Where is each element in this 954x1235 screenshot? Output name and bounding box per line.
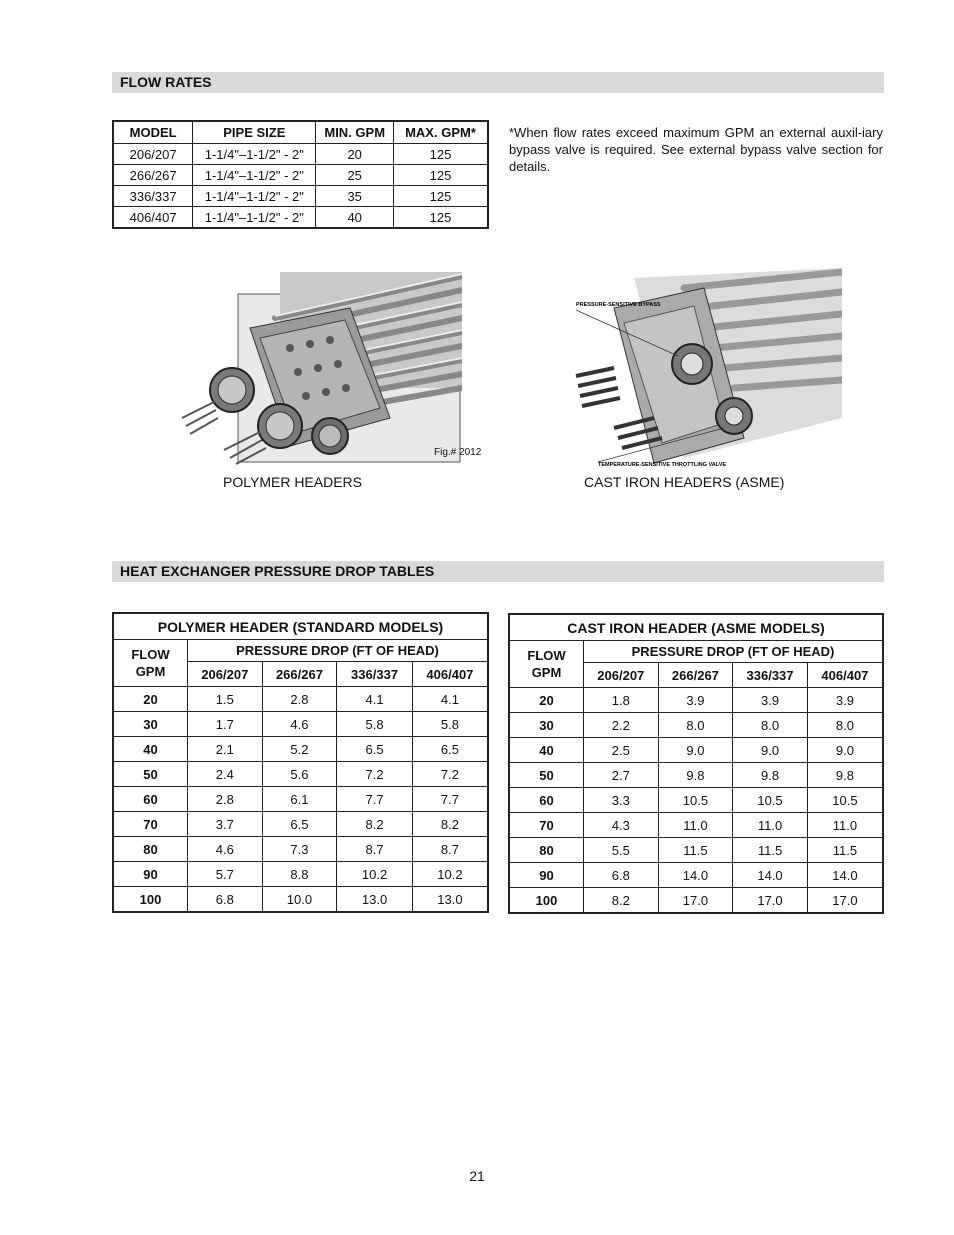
- table-cell: 4.3: [584, 813, 659, 838]
- table-cell: 336/337: [113, 186, 193, 207]
- table-cell: 11.5: [807, 838, 883, 863]
- table-cell: 50: [113, 762, 188, 787]
- table-cell: 50: [509, 763, 584, 788]
- table-cell: 125: [393, 165, 488, 186]
- table-cell: 8.2: [337, 812, 413, 837]
- table-row: [113, 887, 488, 913]
- column-header: PIPE SIZE: [193, 121, 316, 144]
- table-cell: 9.8: [807, 763, 883, 788]
- table-cell: 30: [113, 712, 188, 737]
- table-cell: 4.6: [262, 712, 337, 737]
- flow-rates-header-row: [113, 121, 488, 144]
- cast-iron-pressure-drop-table: [508, 613, 884, 914]
- table-cell: 80: [509, 838, 584, 863]
- table-cell: 17.0: [658, 888, 733, 914]
- column-header: MODEL: [113, 121, 193, 144]
- table-cell: 266/267: [113, 165, 193, 186]
- table-cell: 7.2: [412, 762, 488, 787]
- table-cell: 13.0: [412, 887, 488, 913]
- table-cell: 3.3: [584, 788, 659, 813]
- table-cell: 2.2: [584, 713, 659, 738]
- table-cell: 9.0: [733, 738, 808, 763]
- bypass-note: *When flow rates exceed maximum GPM an external auxil-iary bypass valve is required. See external bypass valve section for details.: [509, 125, 883, 174]
- table-cell: 100: [113, 887, 188, 913]
- table-cell: 1-1/4"–1-1/2" - 2": [193, 144, 316, 165]
- cast-iron-headers-caption: CAST IRON HEADERS (ASME): [584, 474, 785, 490]
- table-cell: 80: [113, 837, 188, 862]
- table-cell: 2.5: [584, 738, 659, 763]
- table-cell: 17.0: [733, 888, 808, 914]
- table-cell: 10.2: [412, 862, 488, 887]
- table-cell: 8.7: [337, 837, 413, 862]
- table-cell: 7.2: [337, 762, 413, 787]
- column-header: 266/267: [262, 662, 337, 687]
- flow-rates-table: [112, 120, 489, 229]
- table-cell: 40: [113, 737, 188, 762]
- column-header: 336/337: [733, 663, 808, 688]
- table-cell: 7.7: [412, 787, 488, 812]
- table-cell: 40: [316, 207, 394, 229]
- flow-gpm-header: [509, 641, 584, 688]
- table-row: [509, 688, 883, 713]
- table-cell: 100: [509, 888, 584, 914]
- table-cell: 406/407: [113, 207, 193, 229]
- table-cell: 8.7: [412, 837, 488, 862]
- pressure-drop-subheader: PRESSURE DROP (FT OF HEAD): [584, 641, 884, 663]
- column-header: 266/267: [658, 663, 733, 688]
- column-header: 336/337: [337, 662, 413, 687]
- table-cell: 14.0: [658, 863, 733, 888]
- column-header: 206/207: [188, 662, 263, 687]
- table-row: [113, 207, 488, 229]
- table-cell: 3.9: [658, 688, 733, 713]
- table-title: CAST IRON HEADER (ASME MODELS): [509, 614, 883, 641]
- table-title: POLYMER HEADER (STANDARD MODELS): [113, 613, 488, 640]
- table-cell: 6.5: [337, 737, 413, 762]
- table-cell: 125: [393, 144, 488, 165]
- table-cell: 11.0: [807, 813, 883, 838]
- table-cell: 9.8: [733, 763, 808, 788]
- table-cell: 60: [509, 788, 584, 813]
- table-row: [509, 888, 883, 914]
- table-row: [113, 186, 488, 207]
- table-cell: 5.2: [262, 737, 337, 762]
- table-cell: 7.7: [337, 787, 413, 812]
- table-cell: 14.0: [733, 863, 808, 888]
- table-cell: 20: [113, 687, 188, 712]
- table-cell: 8.0: [733, 713, 808, 738]
- table-cell: 60: [113, 787, 188, 812]
- table-cell: 8.8: [262, 862, 337, 887]
- throttling-valve-label: TEMPERATURE-SENSITIVE THROTTLING VALVE: [598, 462, 727, 468]
- table-cell: 14.0: [807, 863, 883, 888]
- table-cell: 2.7: [584, 763, 659, 788]
- table-cell: 125: [393, 207, 488, 229]
- table-row: [113, 812, 488, 837]
- pressure-drop-subheader: PRESSURE DROP (FT OF HEAD): [188, 640, 489, 662]
- table-cell: 206/207: [113, 144, 193, 165]
- table-row: [113, 837, 488, 862]
- cast-iron-headers-figure: [574, 268, 842, 468]
- table-cell: 8.2: [412, 812, 488, 837]
- table-row: [113, 737, 488, 762]
- gpm-label: GPM: [531, 665, 562, 680]
- table-cell: 8.2: [584, 888, 659, 914]
- table-cell: 2.1: [188, 737, 263, 762]
- table-row: [113, 165, 488, 186]
- gpm-label: GPM: [135, 664, 166, 679]
- table-cell: 125: [393, 186, 488, 207]
- table-cell: 1.8: [584, 688, 659, 713]
- table-cell: 40: [509, 738, 584, 763]
- flow-rates-heading: FLOW RATES: [112, 72, 884, 93]
- table-cell: 8.0: [807, 713, 883, 738]
- table-cell: 11.5: [733, 838, 808, 863]
- table-cell: 70: [113, 812, 188, 837]
- table-cell: 5.8: [412, 712, 488, 737]
- table-cell: 1.5: [188, 687, 263, 712]
- table-cell: 11.5: [658, 838, 733, 863]
- table-cell: 9.8: [658, 763, 733, 788]
- flow-label: FLOW: [131, 647, 170, 662]
- table-row: [509, 813, 883, 838]
- column-header: 206/207: [584, 663, 659, 688]
- table-cell: 35: [316, 186, 394, 207]
- table-cell: 2.4: [188, 762, 263, 787]
- table-cell: 6.5: [412, 737, 488, 762]
- table-cell: 4.6: [188, 837, 263, 862]
- table-row: [113, 687, 488, 712]
- column-header: 406/407: [807, 663, 883, 688]
- table-cell: 4.1: [412, 687, 488, 712]
- table-cell: 11.0: [733, 813, 808, 838]
- table-row: [113, 144, 488, 165]
- table-cell: 7.3: [262, 837, 337, 862]
- figure-number: Fig.# 2012: [434, 447, 482, 458]
- table-cell: 20: [509, 688, 584, 713]
- table-cell: 8.0: [658, 713, 733, 738]
- table-cell: 9.0: [807, 738, 883, 763]
- table-cell: 17.0: [807, 888, 883, 914]
- table-row: [509, 788, 883, 813]
- table-cell: 10.5: [733, 788, 808, 813]
- table-row: [509, 863, 883, 888]
- table-cell: 10.5: [658, 788, 733, 813]
- table-cell: 3.9: [733, 688, 808, 713]
- table-row: [509, 713, 883, 738]
- table-cell: 90: [113, 862, 188, 887]
- table-cell: 1-1/4"–1-1/2" - 2": [193, 207, 316, 229]
- table-cell: 1.7: [188, 712, 263, 737]
- flow-label: FLOW: [527, 648, 566, 663]
- table-cell: 1-1/4"–1-1/2" - 2": [193, 165, 316, 186]
- table-cell: 25: [316, 165, 394, 186]
- table-cell: 2.8: [262, 687, 337, 712]
- polymer-headers-caption: POLYMER HEADERS: [223, 474, 362, 490]
- table-cell: 70: [509, 813, 584, 838]
- table-cell: 6.5: [262, 812, 337, 837]
- table-cell: 30: [509, 713, 584, 738]
- table-cell: 11.0: [658, 813, 733, 838]
- table-cell: 6.8: [188, 887, 263, 913]
- table-cell: 13.0: [337, 887, 413, 913]
- table-cell: 10.0: [262, 887, 337, 913]
- table-cell: 9.0: [658, 738, 733, 763]
- table-cell: 1-1/4"–1-1/2" - 2": [193, 186, 316, 207]
- page-number: 21: [469, 1168, 485, 1184]
- flow-gpm-header: [113, 640, 188, 687]
- table-cell: 5.5: [584, 838, 659, 863]
- table-cell: 10.5: [807, 788, 883, 813]
- table-cell: 2.8: [188, 787, 263, 812]
- table-row: [509, 838, 883, 863]
- column-header: MAX. GPM*: [393, 121, 488, 144]
- polymer-headers-figure: [180, 268, 462, 466]
- pressure-drop-heading: HEAT EXCHANGER PRESSURE DROP TABLES: [112, 561, 884, 582]
- table-row: [509, 738, 883, 763]
- polymer-pressure-drop-table: [112, 612, 489, 913]
- column-header: MIN. GPM: [316, 121, 394, 144]
- table-cell: 3.7: [188, 812, 263, 837]
- table-cell: 3.9: [807, 688, 883, 713]
- table-row: [113, 787, 488, 812]
- table-cell: 6.1: [262, 787, 337, 812]
- table-cell: 4.1: [337, 687, 413, 712]
- table-cell: 10.2: [337, 862, 413, 887]
- table-cell: 5.7: [188, 862, 263, 887]
- bypass-valve-label: PRESSURE-SENSITIVE BYPASS: [576, 302, 661, 308]
- table-row: [113, 762, 488, 787]
- table-cell: 5.6: [262, 762, 337, 787]
- table-cell: 5.8: [337, 712, 413, 737]
- column-header: 406/407: [412, 662, 488, 687]
- table-cell: 6.8: [584, 863, 659, 888]
- table-row: [113, 712, 488, 737]
- table-row: [509, 763, 883, 788]
- table-cell: 20: [316, 144, 394, 165]
- table-row: [113, 862, 488, 887]
- table-cell: 90: [509, 863, 584, 888]
